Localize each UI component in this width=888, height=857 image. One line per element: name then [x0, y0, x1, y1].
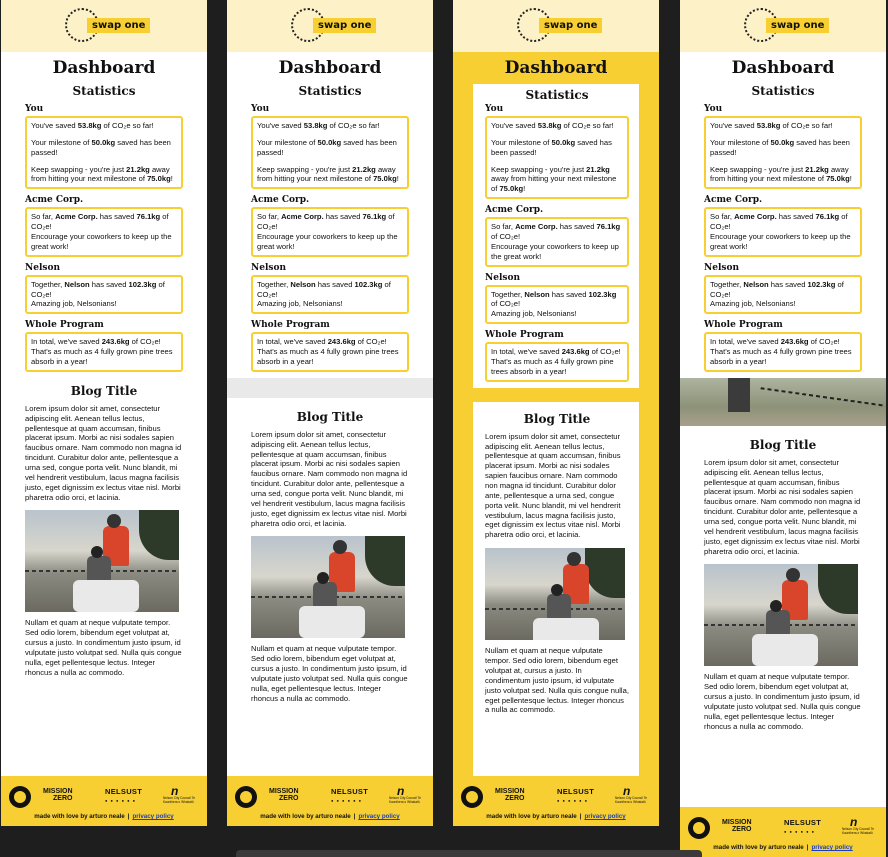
stat-card-program: In total, we've saved 243.6kg of CO₂e! That's as much as 4 fully grown pine trees absorb in a year!: [251, 332, 409, 372]
emblem-icon: [9, 786, 31, 808]
stat-card-acme: So far, Acme Corp. has saved 76.1kg of CO₂e! Encourage your coworkers to keep up the great work!: [25, 207, 183, 256]
blog-title: Blog Title: [296, 409, 364, 424]
privacy-policy-link[interactable]: privacy policy: [132, 813, 174, 820]
statistics-heading: Statistics: [298, 84, 362, 98]
blog-photo: [704, 564, 858, 666]
section-heading-you: You: [25, 104, 44, 114]
council-name: Nelson City Council Te Kaunihera o Whakatū: [842, 827, 875, 835]
stat-card-nelson: Together, Nelson has saved 102.3kg of CO₂e! Amazing job, Nelsonians!: [485, 285, 629, 325]
blog-paragraph: Nullam et quam at neque vulputate tempor. Sed odio lorem, bibendum eget volutpat at, cursus a justo. In condimentum justo ipsum, id vulputate justo volutpat sed. Nulla quis congue nulla, eget pellentesque lectus. Integer rhoncus a nulla ac commodo.: [485, 646, 629, 715]
page-title: Dashboard: [504, 58, 608, 78]
emblem-icon: [461, 786, 483, 808]
social-icons[interactable]: ● ● ● ● ● ●: [557, 798, 589, 803]
nelsust-logo[interactable]: NELSUST: [784, 818, 822, 827]
section-heading-nelson: Nelson: [704, 262, 739, 273]
section-heading-program: Whole Program: [485, 330, 564, 341]
section-heading-program: Whole Program: [251, 320, 330, 331]
section-heading-acme: Acme Corp.: [485, 205, 544, 216]
stat-card-you: You've saved 53.8kg of CO₂e so far! Your milestone of 50.0kg saved has been passed! Keep swapping - you're just 21.2kg away from hitting your next milestone of 75.0kg!: [25, 116, 183, 189]
blog-panel: [473, 402, 639, 814]
blog-title: Blog Title: [749, 437, 817, 452]
section-heading-program: Whole Program: [704, 320, 783, 331]
blog-paragraph: Nullam et quam at neque vulputate tempor. Sed odio lorem, bibendum eget volutpat at, cursus a justo. In condimentum justo ipsum, id vulputate justo volutpat sed. Nulla quis congue nulla, eget pellentesque lectus. Integer rhoncus a nulla ac commodo.: [704, 672, 861, 731]
credits: made with love by arturo neale | privacy policy: [34, 813, 174, 820]
logo-label: swap one: [87, 18, 150, 33]
logo-label: swap one: [313, 18, 376, 33]
blog-paragraph: Lorem ipsum dolor sit amet, consectetur adipiscing elit. Aenean tellus lectus, pellentesque at quam accumsan, finibus placerat ipsum. Morbi ac nisi sodales sapien faucibus ornare. Nam commodo non magna id tincidunt. Curabitur dolor ante, pellentesque a urna sed, congue porta velit. Nunc blandit, mi vel hendrerit vestibulum, lacus magna facilisis justo, eget dignissim ex lectus vitae nisl. Morbi pharetra odio orci, et lacinia.: [704, 457, 861, 556]
mobile-frame-2: [227, 0, 433, 826]
blog-paragraph: Lorem ipsum dolor sit amet, consectetur adipiscing elit. Aenean tellus lectus, pellentesque at quam accumsan, finibus placerat ipsum. Morbi ac nisi sodales sapien faucibus ornare. Nam commodo non magna id tincidunt. Curabitur dolor ante, pellentesque a urna sed, congue porta velit. Nunc blandit, mi vel hendrerit vestibulum, lacus magna facilisis justo, eget dignissim ex lectus vitae nisl. Morbi pharetra odio orci, et lacinia.: [485, 431, 621, 540]
blog-paragraph: Nullam et quam at neque vulputate tempor. Sed odio lorem, bibendum eget volutpat at, cursus a justo. In condimentum justo ipsum, id vulputate justo volutpat sed. Nulla quis congue nulla, eget pellentesque lectus. Integer rhoncus a nulla ac commodo.: [25, 618, 182, 677]
stat-card-acme: So far, Acme Corp. has saved 76.1kg of CO₂e! Encourage your coworkers to keep up the great work!: [251, 207, 409, 256]
mobile-frame-3: [453, 0, 659, 826]
stat-card-nelson: Together, Nelson has saved 102.3kg of CO₂e! Amazing job, Nelsonians!: [251, 275, 409, 315]
nelsust-logo[interactable]: NELSUST: [105, 787, 143, 796]
section-heading-acme: Acme Corp.: [704, 195, 763, 206]
stat-card-acme: So far, Acme Corp. has saved 76.1kg of CO₂e! Encourage your coworkers to keep up the great work!: [485, 217, 629, 266]
section-heading-program: Whole Program: [25, 320, 104, 331]
council-logo-icon[interactable]: n: [850, 815, 858, 829]
stat-card-you: You've saved 53.8kg of CO₂e so far! Your milestone of 50.0kg saved has been passed! Keep swapping - you're just 21.2kg away from hitting your next milestone of 75.0kg!: [251, 116, 409, 189]
stat-card-program: In total, we've saved 243.6kg of CO₂e! That's as much as 4 fully grown pine trees absorb in a year!: [25, 332, 183, 372]
stat-card-acme: So far, Acme Corp. has saved 76.1kg of CO₂e! Encourage your coworkers to keep up the great work!: [704, 207, 862, 256]
social-icons[interactable]: ● ● ● ● ● ●: [784, 829, 816, 834]
blog-paragraph: Lorem ipsum dolor sit amet, consectetur adipiscing elit. Aenean tellus lectus, pellentesque at quam accumsan, finibus placerat ipsum. Morbi ac nisi sodales sapien faucibus ornare. Nam commodo non magna id tincidunt. Curabitur dolor ante, pellentesque a urna sed, congue porta velit. Nunc blandit, mi vel hendrerit vestibulum, lacus magna facilisis justo, eget dignissim ex lectus vitae nisl. Morbi pharetra odio orci, et lacinia.: [251, 429, 408, 528]
banner-image: [680, 378, 886, 426]
blog-title: Blog Title: [523, 411, 591, 426]
stats-list: [1, 104, 207, 372]
mobile-frame-1: [1, 0, 207, 826]
page-title: Dashboard: [52, 58, 156, 78]
nelsust-logo[interactable]: NELSUST: [331, 787, 369, 796]
statistics-heading: Statistics: [72, 84, 136, 98]
council-name: Nelson City Council Te Kaunihera o Whakatū: [163, 796, 196, 804]
section-heading-acme: Acme Corp.: [251, 195, 310, 206]
section-heading-nelson: Nelson: [485, 272, 520, 283]
nelsust-logo[interactable]: NELSUST: [557, 787, 595, 796]
mission-zero-logo[interactable]: MISSION ZERO: [43, 788, 73, 803]
logo-label: swap one: [766, 18, 829, 33]
footer: [1, 776, 207, 826]
footer: [227, 776, 433, 826]
credits: made with love by arturo neale | privacy policy: [713, 844, 853, 851]
blog-photo: [485, 548, 625, 640]
emblem-icon: [688, 817, 710, 839]
privacy-policy-link[interactable]: privacy policy: [584, 813, 626, 820]
social-icons[interactable]: ● ● ● ● ● ●: [105, 798, 137, 803]
mission-zero-logo[interactable]: MISSION ZERO: [722, 819, 752, 834]
blog-title: Blog Title: [70, 383, 138, 398]
council-name: Nelson City Council Te Kaunihera o Whakatū: [389, 796, 422, 804]
stat-card-nelson: Together, Nelson has saved 102.3kg of CO₂e! Amazing job, Nelsonians!: [25, 275, 183, 315]
swap-one-logo[interactable]: [742, 6, 842, 46]
council-logo-icon[interactable]: n: [397, 784, 405, 798]
privacy-policy-link[interactable]: privacy policy: [811, 844, 853, 851]
blog-photo: [25, 510, 179, 612]
mobile-frame-4: [680, 0, 886, 857]
horizontal-scrollbar[interactable]: [236, 850, 702, 857]
council-logo-icon[interactable]: n: [623, 784, 631, 798]
header: [680, 0, 886, 52]
emblem-icon: [235, 786, 257, 808]
credits: made with love by arturo neale | privacy policy: [486, 813, 626, 820]
social-icons[interactable]: ● ● ● ● ● ●: [331, 798, 363, 803]
header: [453, 0, 659, 52]
page-title: Dashboard: [278, 58, 382, 78]
statistics-heading: Statistics: [525, 88, 589, 102]
privacy-policy-link[interactable]: privacy policy: [358, 813, 400, 820]
stat-card-nelson: Together, Nelson has saved 102.3kg of CO₂e! Amazing job, Nelsonians!: [704, 275, 862, 315]
footer: [680, 807, 886, 857]
stats-panel: [473, 84, 639, 388]
section-heading-you: You: [251, 104, 270, 114]
section-heading-you: You: [485, 104, 504, 114]
council-logo-icon[interactable]: n: [171, 784, 179, 798]
stat-card-program: In total, we've saved 243.6kg of CO₂e! That's as much as 4 fully grown pine trees absorb in a year!: [704, 332, 862, 372]
section-heading-acme: Acme Corp.: [25, 195, 84, 206]
blog-photo: [251, 536, 405, 638]
section-heading-nelson: Nelson: [25, 262, 60, 273]
section-divider: [227, 378, 433, 398]
blog-paragraph: Lorem ipsum dolor sit amet, consectetur adipiscing elit. Aenean tellus lectus, pellentesque at quam accumsan, finibus placerat ipsum. Morbi ac nisi sodales sapien faucibus ornare. Nam commodo non magna id tincidunt. Curabitur dolor ante, pellentesque a urna sed, congue porta velit. Nunc blandit, mi vel hendrerit vestibulum, lacus magna facilisis justo, eget dignissim ex lectus vitae nisl. Morbi pharetra odio orci, et lacinia.: [25, 403, 182, 502]
swap-one-logo[interactable]: [515, 6, 615, 46]
credits: made with love by arturo neale | privacy policy: [260, 813, 400, 820]
page-title: Dashboard: [731, 58, 835, 78]
stats-list: [227, 104, 433, 372]
header: [227, 0, 433, 52]
swap-one-logo[interactable]: [289, 6, 389, 46]
blog-paragraph: Nullam et quam at neque vulputate tempor. Sed odio lorem, bibendum eget volutpat at, cursus a justo. In condimentum justo ipsum, id vulputate justo volutpat sed. Nulla quis congue nulla, eget pellentesque lectus. Integer rhoncus a nulla ac commodo.: [251, 644, 408, 703]
stats-list: [680, 104, 886, 372]
stat-card-program: In total, we've saved 243.6kg of CO₂e! That's as much as 4 fully grown pine trees absorb in a year!: [485, 342, 629, 382]
section-heading-nelson: Nelson: [251, 262, 286, 273]
logo-label: swap one: [539, 18, 602, 33]
council-name: Nelson City Council Te Kaunihera o Whakatū: [615, 796, 648, 804]
stat-card-you: You've saved 53.8kg of CO₂e so far! Your milestone of 50.0kg saved has been passed! Keep swapping - you're just 21.2kg away from hitting your next milestone of 75.0kg!: [704, 116, 862, 189]
mission-zero-logo[interactable]: MISSION ZERO: [269, 788, 299, 803]
stat-card-you: You've saved 53.8kg of CO₂e so far! Your milestone of 50.0kg saved has been passed! Keep swapping - you're just 21.2kg away from hitting your next milestone of 75.0kg!: [485, 116, 629, 199]
header: [1, 0, 207, 52]
swap-one-logo[interactable]: [63, 6, 163, 46]
statistics-heading: Statistics: [751, 84, 815, 98]
section-heading-you: You: [704, 104, 723, 114]
mission-zero-logo[interactable]: MISSION ZERO: [495, 788, 525, 803]
footer: [453, 776, 659, 826]
